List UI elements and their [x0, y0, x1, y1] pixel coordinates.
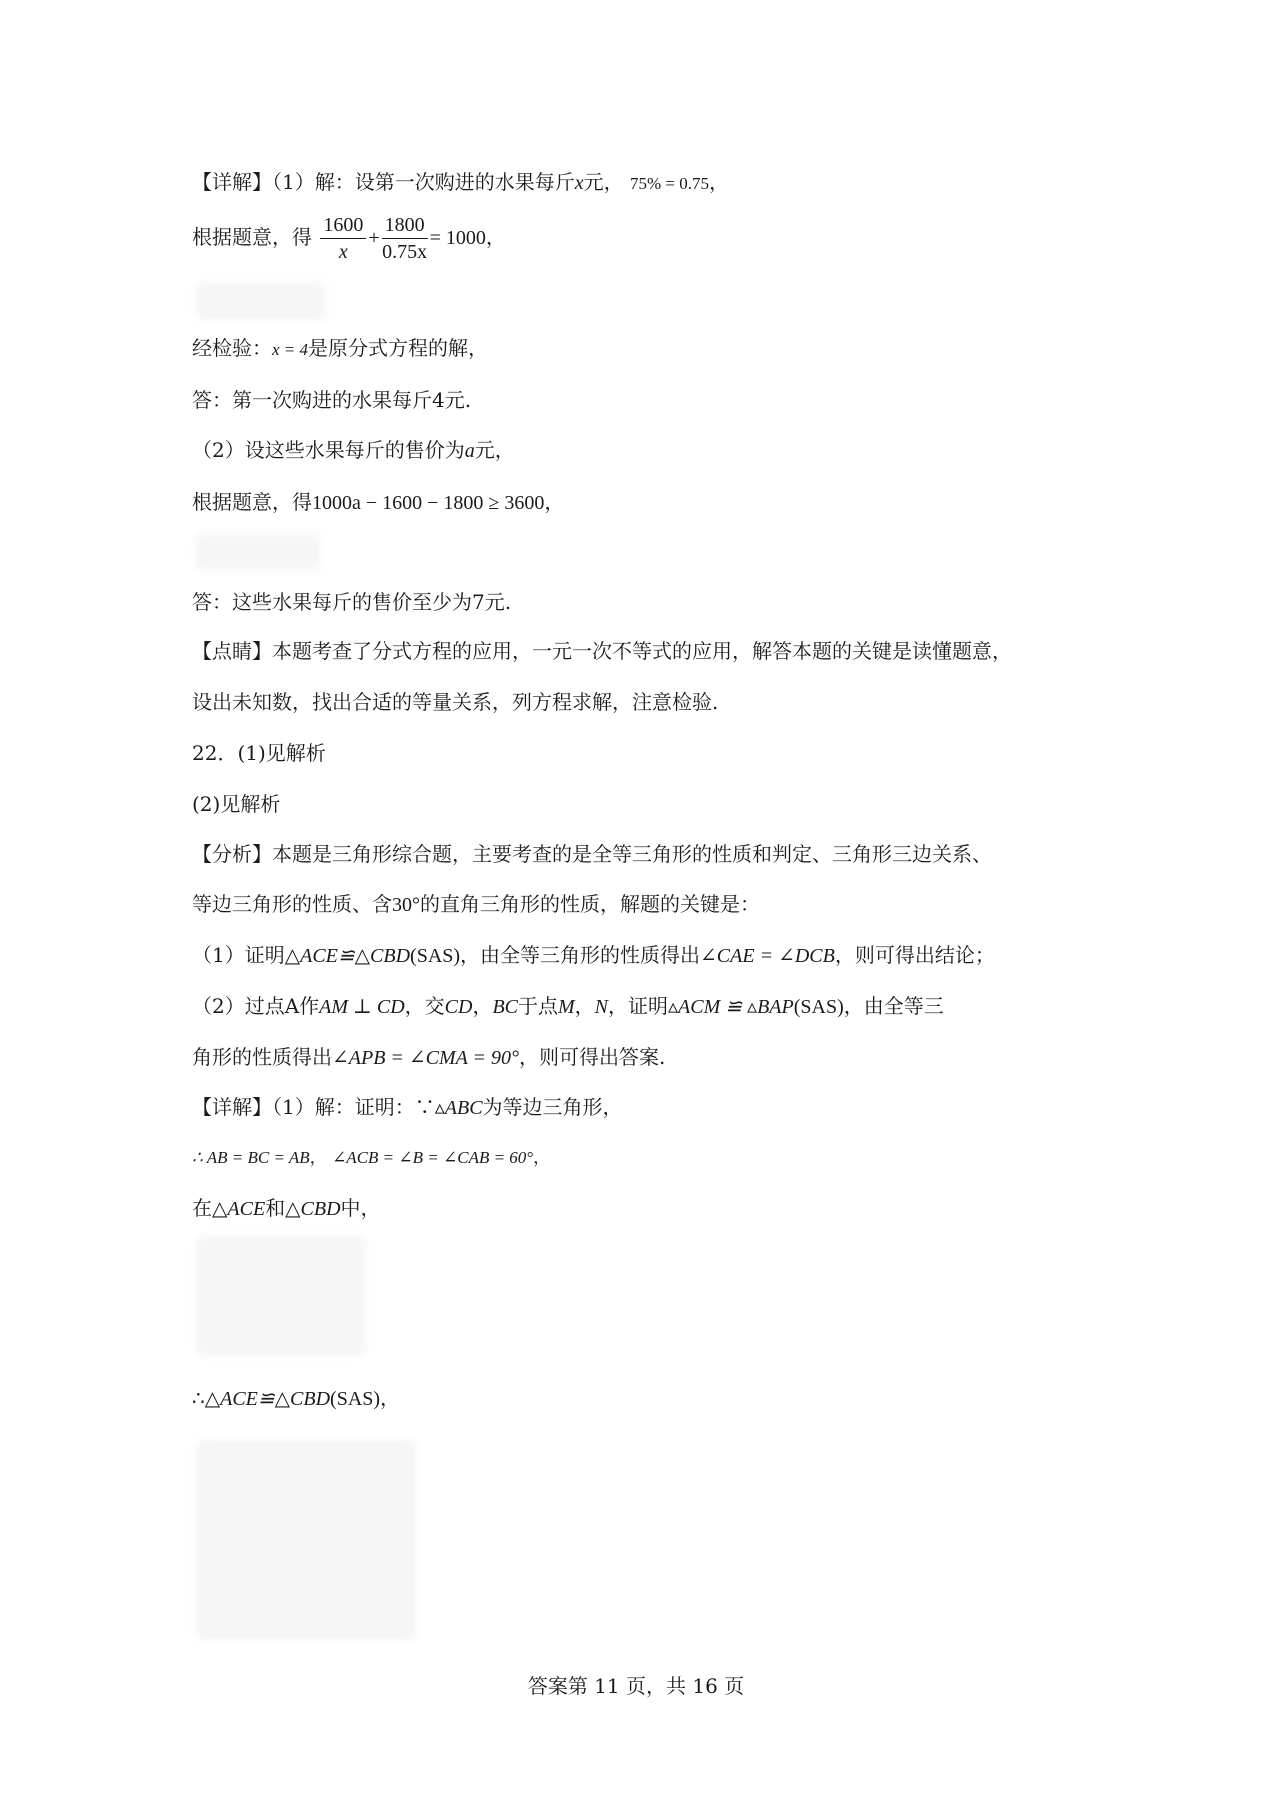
detail-line-1	[192, 1093, 623, 1122]
text: 和	[265, 1196, 286, 1220]
check-line	[192, 334, 488, 364]
question-22-title: 22．(1)见解析	[192, 741, 326, 765]
math-sas: (SAS)	[330, 1388, 381, 1410]
math-sas: (SAS)	[793, 996, 844, 1018]
analysis-line-5	[192, 1043, 665, 1072]
text: 角形的性质得出	[192, 1045, 332, 1069]
math-percent: 75% = 0.75	[629, 174, 709, 193]
math-congruence: ▵ACM ≌ ▵BAP	[668, 996, 794, 1018]
numerator: 1600	[320, 212, 366, 239]
comment-line-2: 设出未知数，找出合适的等量关系，列方程求解，注意检验.	[192, 690, 719, 714]
math-var: CD	[444, 996, 473, 1018]
analysis-line-1: 【分析】本题是三角形综合题，主要考查的是全等三角形的性质和判定、三角形三边关系、	[192, 842, 992, 866]
denominator: x	[338, 241, 348, 263]
math-angle: ∠CAE = ∠DCB	[700, 945, 835, 967]
text: ，则可得出结论；	[834, 943, 995, 967]
math-angle: ∠APB = ∠CMA = 90°	[332, 1047, 520, 1069]
text: 【详解】（1）解：证明：∵	[192, 1095, 435, 1119]
text: 是原分式方程的解，	[308, 336, 489, 360]
answer-line-2: 答：这些水果每斤的售价至少为7元.	[192, 590, 512, 614]
text: ，	[574, 994, 595, 1018]
math-triangle: ▵ABC	[434, 1097, 483, 1119]
text: ，	[544, 490, 565, 514]
math-var: a	[464, 440, 475, 462]
detail-line-3	[192, 1194, 381, 1223]
text: （2）设这些水果每斤的售价为	[192, 438, 465, 462]
math-var: x	[574, 172, 584, 194]
part2-line	[192, 436, 515, 465]
math-congruence: △ACE≌△CBD	[204, 1388, 331, 1410]
text: ，由全等三角形的性质得出	[460, 943, 701, 967]
conclusion-line	[192, 1384, 400, 1413]
text: 根据题意，得	[192, 225, 312, 249]
blurred-region	[196, 282, 326, 320]
comment-line-1: 【点睛】本题考查了分式方程的应用，一元一次不等式的应用，解答本题的关键是读懂题意，	[192, 639, 1012, 663]
math-angle: ∠ACB = ∠B = ∠CAB = 60°	[332, 1148, 534, 1167]
numerator: 1800	[382, 212, 428, 239]
equation-line	[192, 210, 506, 265]
answer-line-1: 答：第一次购进的水果每斤4元.	[192, 388, 472, 412]
text: 于点	[518, 994, 558, 1018]
page-footer: 答案第 11 页，共 16 页	[527, 1674, 745, 1698]
text: （2）过点A作	[192, 994, 320, 1018]
text: ，	[472, 994, 493, 1018]
detail-intro-line	[192, 168, 729, 198]
math-var: N	[594, 996, 609, 1018]
math-sas: (SAS)	[410, 945, 461, 967]
text: 元，	[474, 438, 515, 462]
blurred-region	[196, 1236, 366, 1356]
text: ，则可得出答案.	[519, 1045, 666, 1069]
blurred-region	[196, 1440, 416, 1640]
text: ，由全等三	[843, 994, 944, 1018]
math-perp: AM ⊥ CD	[319, 996, 405, 1018]
analysis-line-2	[192, 890, 760, 919]
question-22-part2: (2)见解析	[192, 792, 281, 816]
math-degree: 30°	[392, 894, 420, 916]
math-var: M	[558, 996, 575, 1018]
math-triangle: △ACE	[212, 1198, 266, 1220]
text: 的直角三角形的性质，解题的关键是：	[420, 892, 760, 916]
denominator: 0.75x	[382, 241, 428, 263]
text: ，	[380, 1386, 401, 1410]
operator: +	[368, 227, 380, 249]
equation-rest: = 1000，	[429, 227, 506, 249]
math-eq: ∴ AB = BC = AB	[192, 1148, 310, 1167]
math-eq: x = 4	[272, 340, 309, 359]
math-var: BC	[492, 996, 518, 1018]
text: （1）证明	[192, 943, 285, 967]
text: 元，	[583, 170, 624, 194]
math-triangle: △CBD	[285, 1198, 341, 1220]
analysis-line-3	[192, 941, 995, 970]
text: ，	[708, 170, 729, 194]
text: 在	[192, 1196, 212, 1220]
fraction-1	[320, 212, 366, 265]
text: 经检验：	[192, 336, 272, 360]
text: 等边三角形的性质、含	[192, 892, 392, 916]
math-inequality: 1000a − 1600 − 1800 ≥ 3600	[312, 492, 545, 514]
analysis-line-4	[192, 992, 944, 1021]
fraction-2	[382, 212, 428, 265]
text: ，交	[404, 994, 445, 1018]
text: ，	[533, 1148, 551, 1168]
text: 【详解】（1）解：设第一次购进的水果每斤	[192, 170, 575, 194]
inequality-line	[192, 488, 564, 517]
text: 为等边三角形，	[482, 1095, 623, 1119]
text: 中，	[340, 1196, 381, 1220]
math-congruence: △ACE≌△CBD	[284, 945, 411, 967]
blurred-region	[196, 534, 320, 570]
text: ，证明	[608, 994, 669, 1018]
text: ∴	[192, 1386, 205, 1410]
text: 根据题意，得	[192, 490, 312, 514]
detail-line-2	[192, 1144, 550, 1172]
text: ，	[309, 1148, 327, 1168]
